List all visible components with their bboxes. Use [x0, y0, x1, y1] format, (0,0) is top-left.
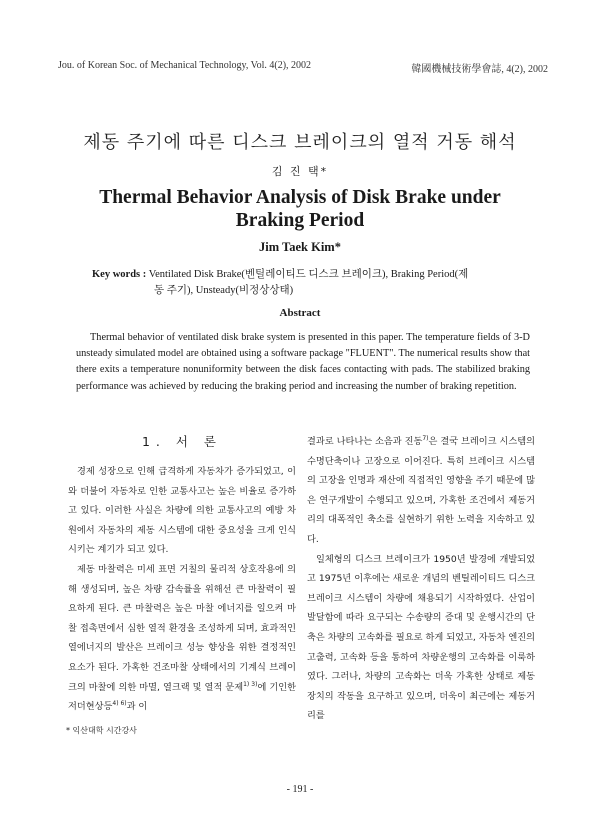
citation-superscript: 1) 3) — [243, 680, 258, 688]
abstract-heading: Abstract — [279, 307, 321, 319]
right-paragraph-1-text-b: 은 결국 브레이크 시스템의 수명단축이나 고장으로 이어진다. 특히 브레이크 시스템의 고장을 인명과 재산에 직접적인 영향을 주기 때문에 많은 연구개발이 수행되고 있으며, 가혹한 조건에서 제동거리의 대폭적인 축소를 실현하기 위한 노력을 지속하고 있다. — [307, 436, 536, 545]
left-paragraph-2-text-b: 에 기인한 저더현상등 — [68, 681, 296, 713]
right-paragraph-1 — [307, 432, 535, 550]
citation-superscript: 7) — [422, 434, 429, 442]
keywords-block — [92, 267, 532, 299]
korean-title: 제동 주기에 따른 디스크 브레이크의 열적 거동 해석 — [83, 132, 517, 153]
left-paragraph-1: 경제 성장으로 인해 급격하게 자동차가 증가되었고, 이와 더불어 자동차로 인한 교통사고는 높은 비율로 증가하고 있다. 이러한 사실은 차량에 의한 교통사고의 예방 차원에서 자동차의 제동 시스템에 대한 중요성을 크게 인식시키는 계기가 되고 있다. — [68, 466, 296, 556]
journal-header-left: Jou. of Korean Soc. of Mechanical Technology, Vol. 4(2), 2002 — [58, 60, 312, 71]
abstract-text: Thermal behavior of ventilated disk brake system is presented in this paper. The temperature fields of 3-D unsteady simulated model are obtained using a software package "FLUENT". The numerical results show that there exits a temperature nonuniformity between the disk faces contacting with pads. The stabilized braking performance was achieved by reducing the braking period and increasing the number of braking repetition. — [76, 332, 531, 392]
right-paragraph-2: 일체형의 디스크 브레이크가 1950년 발경에 개발되었고 1975년 이후에는 새로운 개념의 벤틸레이티드 디스크 브레이크 시스템이 차량에 채용되기 시작하였다. 산업이 발달함에 따라 요구되는 수송량의 증대 및 운행시간의 단축은 차량의 고속화를 필요로 하게 되었고, 자동차 엔진의 고출력, 고속화 등을 통하여 차량운행의 고속화를 이룩하였다. 그러나, 차량의 고속화는 더욱 가혹한 상태로 제동장치의 작동을 요구하고 있으며, 더욱이 최근에는 제동거리를 — [307, 553, 535, 722]
left-paragraph-2-text-c: 과 이 — [126, 701, 148, 713]
english-title-line-2: Braking Period — [235, 210, 365, 231]
left-column — [68, 432, 296, 717]
journal-header-right: 韓國機械技術學會誌, 4(2), 2002 — [411, 64, 548, 75]
keywords-text-continued: 동 주기), Unsteady(비정상상태) — [154, 285, 294, 296]
english-title-line-1: Thermal Behavior Analysis of Disk Brake under — [99, 187, 501, 208]
page-number: - 191 - — [286, 784, 314, 795]
korean-author: 김 진 택* — [271, 165, 329, 178]
english-author: Jim Taek Kim* — [259, 240, 341, 254]
keywords-text: Ventilated Disk Brake(벤틸레이티드 디스크 브레이크), Braking Period(제 — [148, 269, 469, 280]
author-affiliation-footnote: * 익산대학 시간강사 — [66, 726, 137, 735]
left-paragraph-2-text-a: 제동 마찰력은 미세 표면 거칠의 물리적 상호작용에 의해 생성되며, 높은 차량 감속률을 위해선 큰 마찰력이 필요하게 된다. 큰 마찰력은 높은 마찰 에너지를 일으켜 마찰 접촉면에서 심한 열적 환경을 조성하게 되며, 효과적인 열에너지의 발산은 브레이크 성능 향상을 위한 결정적인 요소가 된다. 가혹한 건조마찰 상태에서의 기계식 브레이크의 마찰에 의한 마멸, 열크랙 및 열적 문제 — [68, 563, 296, 693]
right-paragraph-1-text-a: 결과로 나타나는 소음과 진동 — [307, 436, 423, 447]
left-paragraph-2 — [68, 560, 296, 717]
english-title — [0, 186, 600, 232]
citation-superscript: 4) 6) — [112, 700, 127, 708]
right-column — [307, 432, 535, 726]
keywords-label: Key words : — [92, 269, 147, 280]
abstract-body — [76, 330, 530, 395]
section-heading: 1. 서 론 — [141, 434, 223, 449]
